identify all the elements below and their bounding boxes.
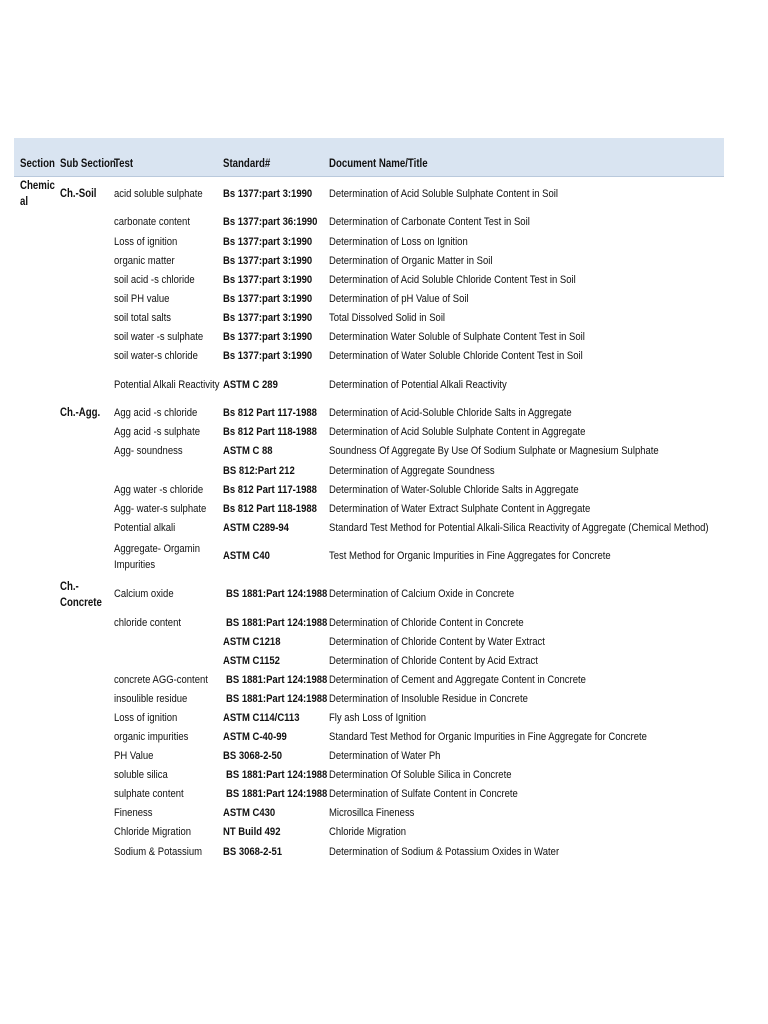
standard-code: ASTM C-40-99 bbox=[223, 731, 287, 743]
test-name: PH Value bbox=[114, 750, 154, 762]
test-name: soil total salts bbox=[114, 312, 171, 324]
standard-code: BS 1881:Part 124:1988 bbox=[226, 788, 328, 800]
standard-code: Bs 1377:part 3:1990 bbox=[223, 188, 313, 200]
document-title: Microsillca Fineness bbox=[329, 807, 415, 819]
standard-code: ASTM C114/C113 bbox=[223, 712, 300, 724]
test-name: Calcium oxide bbox=[114, 588, 174, 600]
sub-section-label: Ch.-Agg. bbox=[60, 407, 101, 419]
test-name: Agg- soundness bbox=[114, 445, 183, 457]
document-title: Determination of Water Extract Sulphate Content in Aggregate bbox=[329, 503, 591, 515]
test-name: Loss of ignition bbox=[114, 712, 178, 724]
document-title: Determination of Water Soluble Chloride Content Test in Soil bbox=[329, 350, 583, 362]
standard-code: NT Build 492 bbox=[223, 826, 281, 838]
test-name: Potential Alkali Reactivity bbox=[114, 379, 220, 391]
test-name: carbonate content bbox=[114, 216, 190, 228]
standard-code: ASTM C 289 bbox=[223, 379, 278, 391]
standard-code: Bs 812 Part 117-1988 bbox=[223, 484, 317, 496]
test-name: Impurities bbox=[114, 559, 156, 571]
test-name: Loss of ignition bbox=[114, 236, 178, 248]
test-name: Potential alkali bbox=[114, 522, 176, 534]
header-sub-section: Sub Section bbox=[60, 158, 116, 170]
standard-code: BS 812:Part 212 bbox=[223, 465, 295, 477]
test-name: insoulible residue bbox=[114, 693, 188, 705]
standard-code: BS 3068-2-50 bbox=[223, 750, 283, 762]
document-title: Fly ash Loss of Ignition bbox=[329, 712, 427, 724]
document-title: Determination of Aggregate Soundness bbox=[329, 465, 495, 477]
standard-code: ASTM C40 bbox=[223, 550, 270, 562]
test-name: Agg acid -s chloride bbox=[114, 407, 198, 419]
standard-code: BS 1881:Part 124:1988 bbox=[226, 769, 328, 781]
section-label: Chemic bbox=[20, 180, 55, 192]
test-name: Fineness bbox=[114, 807, 153, 819]
document-title: Total Dissolved Solid in Soil bbox=[329, 312, 446, 324]
document-title: Determination of Water-Soluble Chloride Salts in Aggregate bbox=[329, 484, 579, 496]
standard-code: BS 1881:Part 124:1988 bbox=[226, 674, 328, 686]
document-title: Determination of Potential Alkali Reactivity bbox=[329, 379, 507, 391]
standard-code: BS 3068-2-51 bbox=[223, 846, 283, 858]
standard-code: Bs 1377:part 36:1990 bbox=[223, 216, 318, 228]
standard-code: ASTM C 88 bbox=[223, 445, 273, 457]
standard-code: BS 1881:Part 124:1988 bbox=[226, 693, 328, 705]
document-title: Determination Of Soluble Silica in Concrete bbox=[329, 769, 512, 781]
standard-code: Bs 812 Part 118-1988 bbox=[223, 503, 317, 515]
standard-code: ASTM C1152 bbox=[223, 655, 280, 667]
header-document: Document Name/Title bbox=[329, 158, 428, 170]
document-title: Determination of Calcium Oxide in Concrete bbox=[329, 588, 515, 600]
test-name: acid soluble sulphate bbox=[114, 188, 203, 200]
document-title: Determination of Chloride Content by Water Extract bbox=[329, 636, 545, 648]
test-name: concrete AGG-content bbox=[114, 674, 208, 686]
standard-code: ASTM C1218 bbox=[223, 636, 281, 648]
standard-code: Bs 1377:part 3:1990 bbox=[223, 236, 313, 248]
test-name: soil water -s sulphate bbox=[114, 331, 204, 343]
header-section: Section bbox=[20, 158, 55, 170]
document-title: Determination of Acid Soluble Sulphate Content in Soil bbox=[329, 188, 558, 200]
document-title: Soundness Of Aggregate By Use Of Sodium Sulphate or Magnesium Sulphate bbox=[329, 445, 659, 457]
header-standard: Standard# bbox=[223, 158, 271, 170]
test-name: chloride content bbox=[114, 617, 182, 629]
document-title: Determination of Insoluble Residue in Concrete bbox=[329, 693, 528, 705]
standard-code: BS 1881:Part 124:1988 bbox=[226, 617, 328, 629]
sub-section-label: Ch.-Soil bbox=[60, 188, 97, 200]
standard-code: Bs 1377:part 3:1990 bbox=[223, 274, 313, 286]
document-title: Determination of Acid Soluble Sulphate Content in Aggregate bbox=[329, 426, 586, 438]
document-title: Determination of pH Value of Soil bbox=[329, 293, 469, 305]
test-name: soil PH value bbox=[114, 293, 170, 305]
document-title: Determination of Chloride Content by Acid Extract bbox=[329, 655, 538, 667]
document-title: Determination of Carbonate Content Test in Soil bbox=[329, 216, 530, 228]
test-name: sulphate content bbox=[114, 788, 184, 800]
document-title: Determination of Water Ph bbox=[329, 750, 441, 762]
document-title: Standard Test Method for Potential Alkali-Silica Reactivity of Aggregate (Chemical Method) bbox=[329, 522, 709, 534]
header-test: Test bbox=[114, 158, 134, 170]
document-title: Determination of Acid-Soluble Chloride Salts in Aggregate bbox=[329, 407, 572, 419]
document-title: Determination of Loss on Ignition bbox=[329, 236, 468, 248]
document-title: Test Method for Organic Impurities in Fine Aggregates for Concrete bbox=[329, 550, 611, 562]
document-title: Determination of Chloride Content in Concrete bbox=[329, 617, 524, 629]
standard-code: ASTM C289-94 bbox=[223, 522, 289, 534]
test-name: soluble silica bbox=[114, 769, 168, 781]
standard-code: Bs 812 Part 117-1988 bbox=[223, 407, 317, 419]
document-title: Standard Test Method for Organic Impurities in Fine Aggregate for Concrete bbox=[329, 731, 647, 743]
document-title: Determination of Acid Soluble Chloride Content Test in Soil bbox=[329, 274, 576, 286]
standard-code: Bs 1377:part 3:1990 bbox=[223, 312, 313, 324]
document-title: Determination of Cement and Aggregate Content in Concrete bbox=[329, 674, 586, 686]
standard-code: Bs 1377:part 3:1990 bbox=[223, 255, 313, 267]
sub-section-label: Ch.- bbox=[60, 581, 79, 593]
standard-code: Bs 1377:part 3:1990 bbox=[223, 331, 313, 343]
document-title: Chloride Migration bbox=[329, 826, 407, 838]
test-name: Sodium & Potassium bbox=[114, 846, 203, 858]
test-name: soil water-s chloride bbox=[114, 350, 198, 362]
document-title: Determination of Organic Matter in Soil bbox=[329, 255, 493, 267]
document-title: Determination of Sodium & Potassium Oxides in Water bbox=[329, 846, 560, 858]
document-title: Determination Water Soluble of Sulphate Content Test in Soil bbox=[329, 331, 585, 343]
standard-code: Bs 1377:part 3:1990 bbox=[223, 293, 313, 305]
test-name: Agg- water-s sulphate bbox=[114, 503, 207, 515]
sub-section-label: Concrete bbox=[60, 597, 102, 609]
test-name: Agg acid -s sulphate bbox=[114, 426, 200, 438]
section-label: al bbox=[20, 196, 29, 208]
test-name: Agg water -s chloride bbox=[114, 484, 204, 496]
test-name: Aggregate- Orgamin bbox=[114, 543, 200, 555]
standard-code: Bs 1377:part 3:1990 bbox=[223, 350, 313, 362]
document-title: Determination of Sulfate Content in Concrete bbox=[329, 788, 518, 800]
standard-code: ASTM C430 bbox=[223, 807, 276, 819]
standard-code: BS 1881:Part 124:1988 bbox=[226, 588, 328, 600]
test-name: Chloride Migration bbox=[114, 826, 192, 838]
standard-code: Bs 812 Part 118-1988 bbox=[223, 426, 317, 438]
test-name: organic matter bbox=[114, 255, 175, 267]
test-name: soil acid -s chloride bbox=[114, 274, 195, 286]
test-name: organic impurities bbox=[114, 731, 189, 743]
